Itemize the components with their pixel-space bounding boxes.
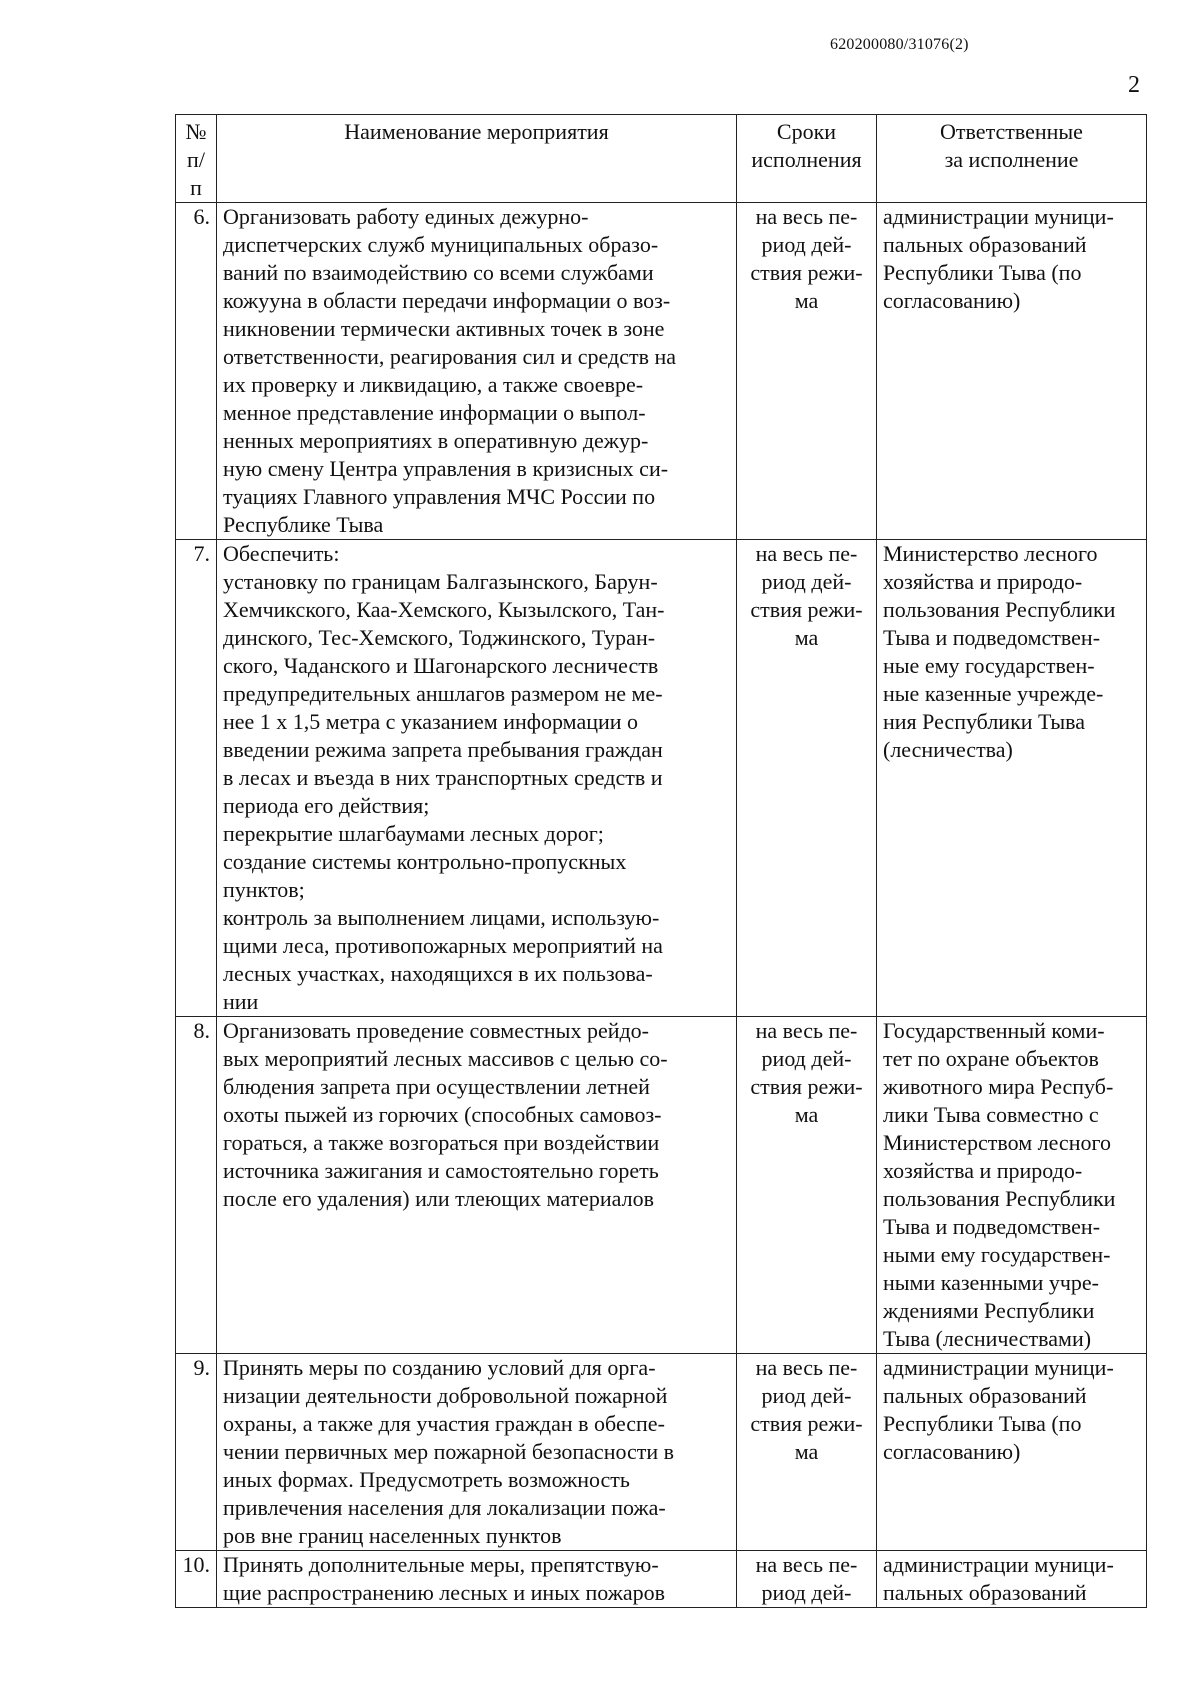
text-line: вых мероприятий лесных массивов с целью со- <box>223 1046 668 1071</box>
header-number <box>176 115 217 203</box>
text-line: на весь пе- <box>755 1018 858 1043</box>
text-line: ными казенными учре- <box>883 1270 1100 1295</box>
measure-name <box>217 1354 737 1551</box>
text-line: охраны, а также для участия граждан в обеспе- <box>223 1411 665 1436</box>
text-line: на весь пе- <box>755 541 858 566</box>
text-line: ма <box>794 1439 819 1464</box>
text-line: низации деятельности добровольной пожарной <box>223 1383 668 1408</box>
row-number: 6. <box>176 203 217 540</box>
text-line: после его удаления) или тлеющих материалов <box>223 1186 654 1211</box>
responsible-party <box>877 1017 1147 1354</box>
text-line: нии <box>223 989 259 1014</box>
text-line: пользования Республики <box>883 1186 1116 1211</box>
text-line: нее 1 х 1,5 метра с указанием информации о <box>223 709 639 734</box>
text-line: менное представление информации о выпол- <box>223 400 646 425</box>
text-line: диспетчерских служб муниципальных образо- <box>223 232 659 257</box>
text-line: установку по границам Балгазынского, Барун- <box>223 569 658 594</box>
text-line: туациях Главного управления МЧС России по <box>223 484 656 509</box>
text-line: пользования Республики <box>883 597 1116 622</box>
text-line: Тыва (лесничествами) <box>883 1326 1092 1351</box>
text-line: пальных образований <box>883 232 1087 257</box>
text-line: Ответственные <box>940 119 1083 144</box>
text-line: хозяйства и природо- <box>883 1158 1083 1183</box>
row-number: 9. <box>176 1354 217 1551</box>
measures-table <box>175 114 1147 1608</box>
text-line: администрации муници- <box>883 204 1114 229</box>
table-row <box>176 1017 1147 1354</box>
text-line: щими леса, противопожарных мероприятий на <box>223 933 663 958</box>
text-line: введении режима запрета пребывания граждан <box>223 737 663 762</box>
text-line: на весь пе- <box>755 204 858 229</box>
text-line: риод дей- <box>761 1383 852 1408</box>
text-line: риод дей- <box>761 1580 852 1605</box>
text-line: кожууна в области передачи информации о воз- <box>223 288 671 313</box>
text-line: тет по охране объектов <box>883 1046 1099 1071</box>
table-row <box>176 1354 1147 1551</box>
text-line: п/п <box>187 147 205 200</box>
text-line: блюдения запрета при осуществлении летней <box>223 1074 650 1099</box>
text-line: ствия режи- <box>750 1411 863 1436</box>
measure-name <box>217 1017 737 1354</box>
header-term <box>737 115 877 203</box>
text-line: в лесах и въезда в них транспортных средств и <box>223 765 663 790</box>
execution-term <box>737 540 877 1017</box>
responsible-party <box>877 1551 1147 1608</box>
text-line: источника зажигания и самостоятельно гореть <box>223 1158 659 1183</box>
text-line: (лесничества) <box>883 737 1013 762</box>
document-id: 620200080/31076(2) <box>830 36 969 53</box>
text-line: Министерство лесного <box>883 541 1098 566</box>
measure-name <box>217 203 737 540</box>
execution-term <box>737 1551 877 1608</box>
text-line: пальных образований <box>883 1580 1087 1605</box>
row-number: 8. <box>176 1017 217 1354</box>
text-line: лики Тыва совместно с <box>883 1102 1099 1127</box>
text-line: ния Республики Тыва <box>883 709 1086 734</box>
text-line: Республики Тыва (по <box>883 260 1082 285</box>
text-line: Обеспечить: <box>223 541 340 566</box>
execution-term <box>737 1354 877 1551</box>
text-line: ствия режи- <box>750 1074 863 1099</box>
text-line: периода его действия; <box>223 793 430 818</box>
text-line: Принять меры по созданию условий для орга- <box>223 1355 656 1380</box>
table-header-row <box>176 115 1147 203</box>
responsible-party <box>877 1354 1147 1551</box>
text-line: контроль за выполнением лицами, использую- <box>223 905 660 930</box>
text-line: согласованию) <box>883 288 1021 313</box>
row-number: 10. <box>176 1551 217 1608</box>
text-line: ответственности, реагирования сил и средств на <box>223 344 677 369</box>
text-line: предупредительных аншлагов размером не ме- <box>223 681 663 706</box>
text-line: на весь пе- <box>755 1355 858 1380</box>
text-line: ствия режи- <box>750 260 863 285</box>
text-line: Тыва и подведомствен- <box>883 625 1101 650</box>
execution-term <box>737 203 877 540</box>
text-line: исполнения <box>751 147 862 172</box>
table-row <box>176 1551 1147 1608</box>
text-line: их проверку и ликвидацию, а также своевре- <box>223 372 644 397</box>
text-line: ма <box>794 288 819 313</box>
measure-name <box>217 1551 737 1608</box>
text-line: иных формах. Предусмотреть возможность <box>223 1467 630 1492</box>
text-line: ные ему государствен- <box>883 653 1095 678</box>
text-line: привлечения населения для локализации пожа- <box>223 1495 666 1520</box>
text-line: ную смену Центра управления в кризисных си- <box>223 456 669 481</box>
text-line: ными ему государствен- <box>883 1242 1111 1267</box>
text-line: животного мира Респуб- <box>883 1074 1114 1099</box>
responsible-party <box>877 203 1147 540</box>
text-line: ма <box>794 625 819 650</box>
text-line: щие распространению лесных и иных пожаров <box>223 1580 666 1605</box>
header-name <box>217 115 737 203</box>
text-line: ского, Чаданского и Шагонарского лесничеств <box>223 653 659 678</box>
text-line: за исполнение <box>944 147 1079 172</box>
row-number: 7. <box>176 540 217 1017</box>
text-line: ные казенные учрежде- <box>883 681 1104 706</box>
text-line: охоты пыжей из горючих (способных самовоз- <box>223 1102 662 1127</box>
text-line: на весь пе- <box>755 1552 858 1577</box>
responsible-party <box>877 540 1147 1017</box>
text-line: пальных образований <box>883 1383 1087 1408</box>
table-row <box>176 540 1147 1017</box>
text-line: риод дей- <box>761 232 852 257</box>
text-line: чении первичных мер пожарной безопасности в <box>223 1439 675 1464</box>
text-line: администрации муници- <box>883 1552 1114 1577</box>
text-line: Принять дополнительные меры, препятствую- <box>223 1552 659 1577</box>
text-line: риод дей- <box>761 1046 852 1071</box>
text-line: хозяйства и природо- <box>883 569 1083 594</box>
text-line: ждениями Республики <box>883 1298 1095 1323</box>
header-responsible <box>877 115 1147 203</box>
text-line: гораться, а также возгораться при воздействии <box>223 1130 660 1155</box>
text-line: никновении термически активных точек в зоне <box>223 316 665 341</box>
text-line: Тыва и подведомствен- <box>883 1214 1101 1239</box>
page-number: 2 <box>1128 72 1140 98</box>
text-line: динского, Тес-Хемского, Тоджинского, Туран- <box>223 625 656 650</box>
text-line: Наименование мероприятия <box>344 119 609 144</box>
measure-name <box>217 540 737 1017</box>
text-line: № <box>185 119 207 144</box>
text-line: Хемчикского, Каа-Хемского, Кызылского, Тан- <box>223 597 665 622</box>
text-line: Республики Тыва (по <box>883 1411 1082 1436</box>
text-line: пунктов; <box>223 877 305 902</box>
text-line: Республике Тыва <box>223 512 384 537</box>
text-line: согласованию) <box>883 1439 1021 1464</box>
text-line: риод дей- <box>761 569 852 594</box>
text-line: перекрытие шлагбаумами лесных дорог; <box>223 821 604 846</box>
text-line: Организовать проведение совместных рейдо- <box>223 1018 650 1043</box>
table-row <box>176 203 1147 540</box>
text-line: лесных участках, находящихся в их пользова- <box>223 961 653 986</box>
text-line: ваний по взаимодействию со всеми службами <box>223 260 654 285</box>
text-line: администрации муници- <box>883 1355 1114 1380</box>
text-line: ствия режи- <box>750 597 863 622</box>
text-line: Государственный коми- <box>883 1018 1105 1043</box>
text-line: ма <box>794 1102 819 1127</box>
text-line: ненных мероприятиях в оперативную дежур- <box>223 428 649 453</box>
text-line: Организовать работу единых дежурно- <box>223 204 589 229</box>
text-line: Министерством лесного <box>883 1130 1111 1155</box>
text-line: создание системы контрольно-пропускных <box>223 849 627 874</box>
text-line: Сроки <box>776 119 837 144</box>
execution-term <box>737 1017 877 1354</box>
text-line: ров вне границ населенных пунктов <box>223 1523 562 1548</box>
